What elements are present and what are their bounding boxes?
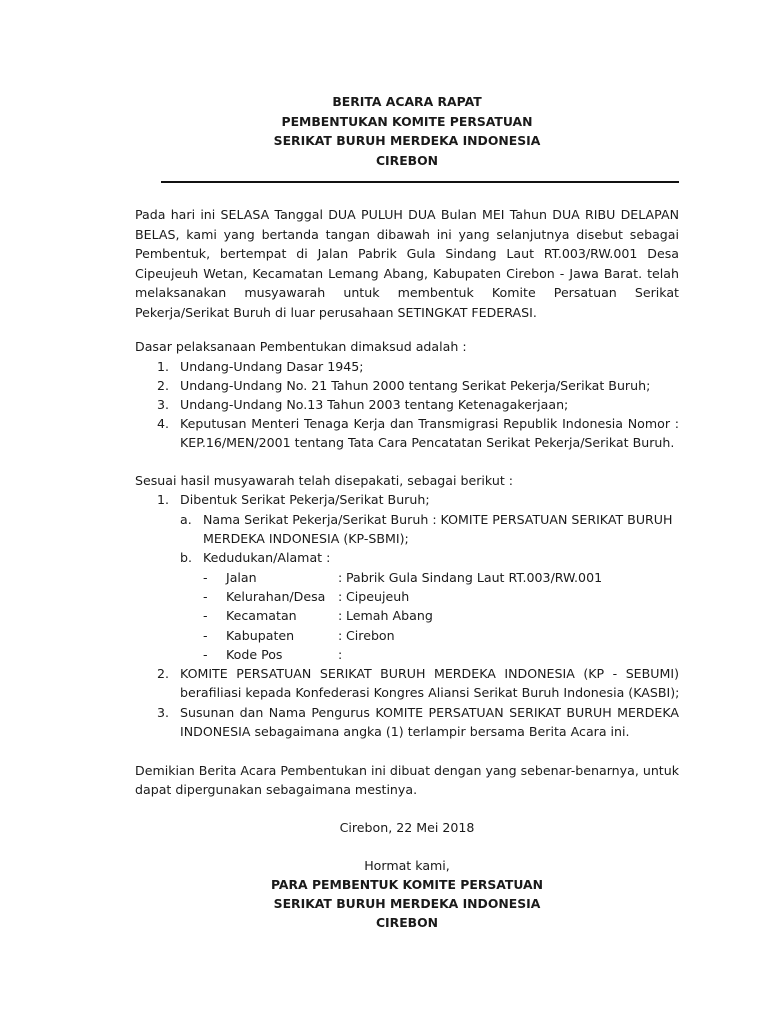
header-divider: [161, 181, 679, 183]
address-key: Kabupaten: [226, 628, 295, 643]
title-line-2: PEMBENTUKAN KOMITE PERSATUAN: [281, 114, 533, 129]
agreement-item-number: 1.: [157, 492, 170, 507]
address-value: Lemah Abang: [346, 608, 433, 623]
place-date: Cirebon, 22 Mei 2018: [339, 820, 475, 835]
address-value: Pabrik Gula Sindang Laut RT.003/RW.001: [346, 570, 603, 585]
address-key: Kode Pos: [226, 647, 283, 662]
sub-item-letter: b.: [180, 550, 192, 565]
intro-line: BELAS, kami yang bertanda tangan dibawah ini yang selanjutnya disebut sebagai: [135, 226, 679, 242]
title-line-4: CIREBON: [375, 153, 439, 168]
sub-item-letter: a.: [180, 512, 192, 527]
title-line-3: SERIKAT BURUH MERDEKA INDONESIA: [273, 133, 541, 148]
intro-line: Cipeujeuh Wetan, Kecamatan Lemang Abang, Kabupaten Cirebon - Jawa Barat. telah: [135, 265, 679, 281]
address-key: Kelurahan/Desa: [226, 589, 326, 604]
regards: Hormat kami,: [364, 858, 450, 873]
address-key: Jalan: [226, 570, 257, 585]
address-label: Kedudukan/Alamat :: [203, 550, 331, 565]
address-separator: :: [338, 647, 343, 662]
address-dash: -: [203, 589, 208, 604]
basis-heading: Dasar pelaksanaan Pembentukan dimaksud adalah :: [135, 339, 467, 354]
address-dash: -: [203, 628, 208, 643]
basis-item-number: 3.: [157, 397, 170, 412]
basis-item-text: Undang-Undang No.13 Tahun 2003 tentang Ketenagakerjaan;: [180, 397, 569, 412]
address-dash: -: [203, 570, 208, 585]
board-line: Susunan dan Nama Pengurus KOMITE PERSATUAN SERIKAT BURUH MERDEKA: [180, 705, 679, 720]
address-value: Cirebon: [346, 628, 395, 643]
basis-item-number: 2.: [157, 378, 170, 393]
affiliation-line: KOMITE PERSATUAN SERIKAT BURUH MERDEKA INDONESIA (KP - SEBUMI): [180, 666, 679, 681]
intro-line: melaksanakan musyawarah untuk membentuk Komite Persatuan Serikat: [135, 285, 679, 301]
address-separator: :: [338, 628, 343, 643]
signatory-line-3: CIREBON: [375, 915, 439, 930]
address-key: Kecamatan: [226, 608, 297, 623]
signatory-line-1: PARA PEMBENTUK KOMITE PERSATUAN: [270, 877, 544, 892]
basis-item-text: Undang-Undang Dasar 1945;: [180, 359, 364, 374]
basis-item-text-continued: KEP.16/MEN/2001 tentang Tata Cara Pencatatan Serikat Pekerja/Serikat Buruh.: [180, 435, 675, 450]
signatory-line-2: SERIKAT BURUH MERDEKA INDONESIA: [273, 896, 541, 911]
basis-item-text: Undang-Undang No. 21 Tahun 2000 tentang Serikat Pekerja/Serikat Buruh;: [180, 378, 651, 393]
agreement-item-number: 3.: [157, 705, 170, 720]
address-separator: :: [338, 589, 343, 604]
basis-item-number: 1.: [157, 359, 170, 374]
union-name-line: Nama Serikat Pekerja/Serikat Buruh : KOMITE PERSATUAN SERIKAT BURUH: [203, 512, 673, 527]
address-dash: -: [203, 608, 208, 623]
basis-item-number: 4.: [157, 416, 170, 431]
intro-line: Pembentuk, bertempat di Jalan Pabrik Gula Sindang Laut RT.003/RW.001 Desa: [135, 246, 679, 262]
agreement-heading: Sesuai hasil musyawarah telah disepakati, sebagai berikut :: [135, 473, 514, 488]
address-separator: :: [338, 608, 343, 623]
affiliation-line: berafiliasi kepada Konfederasi Kongres Aliansi Serikat Buruh Indonesia (KASBI);: [180, 685, 680, 700]
address-value: Cipeujeuh: [346, 589, 410, 604]
title-line-1: BERITA ACARA RAPAT: [332, 94, 482, 109]
intro-line: Pekerja/Serikat Buruh di luar perusahaan SETINGKAT FEDERASI.: [135, 304, 537, 320]
board-line: INDONESIA sebagaimana angka (1) terlampir bersama Berita Acara ini.: [180, 724, 630, 739]
address-separator: :: [338, 570, 343, 585]
intro-line: Pada hari ini SELASA Tanggal DUA PULUH DUA Bulan MEI Tahun DUA RIBU DELAPAN: [135, 207, 679, 222]
union-name-line: MERDEKA INDONESIA (KP-SBMI);: [203, 531, 409, 546]
closing-line: dapat dipergunakan sebagaimana mestinya.: [135, 782, 418, 797]
closing-line: Demikian Berita Acara Pembentukan ini dibuat dengan yang sebenar-benarnya, untuk: [135, 763, 680, 778]
agreement-item-text: Dibentuk Serikat Pekerja/Serikat Buruh;: [180, 492, 430, 507]
basis-item-text: Keputusan Menteri Tenaga Kerja dan Transmigrasi Republik Indonesia Nomor :: [180, 416, 679, 431]
intro-paragraph: [135, 205, 679, 323]
agreement-item-number: 2.: [157, 666, 170, 681]
address-dash: -: [203, 647, 208, 662]
